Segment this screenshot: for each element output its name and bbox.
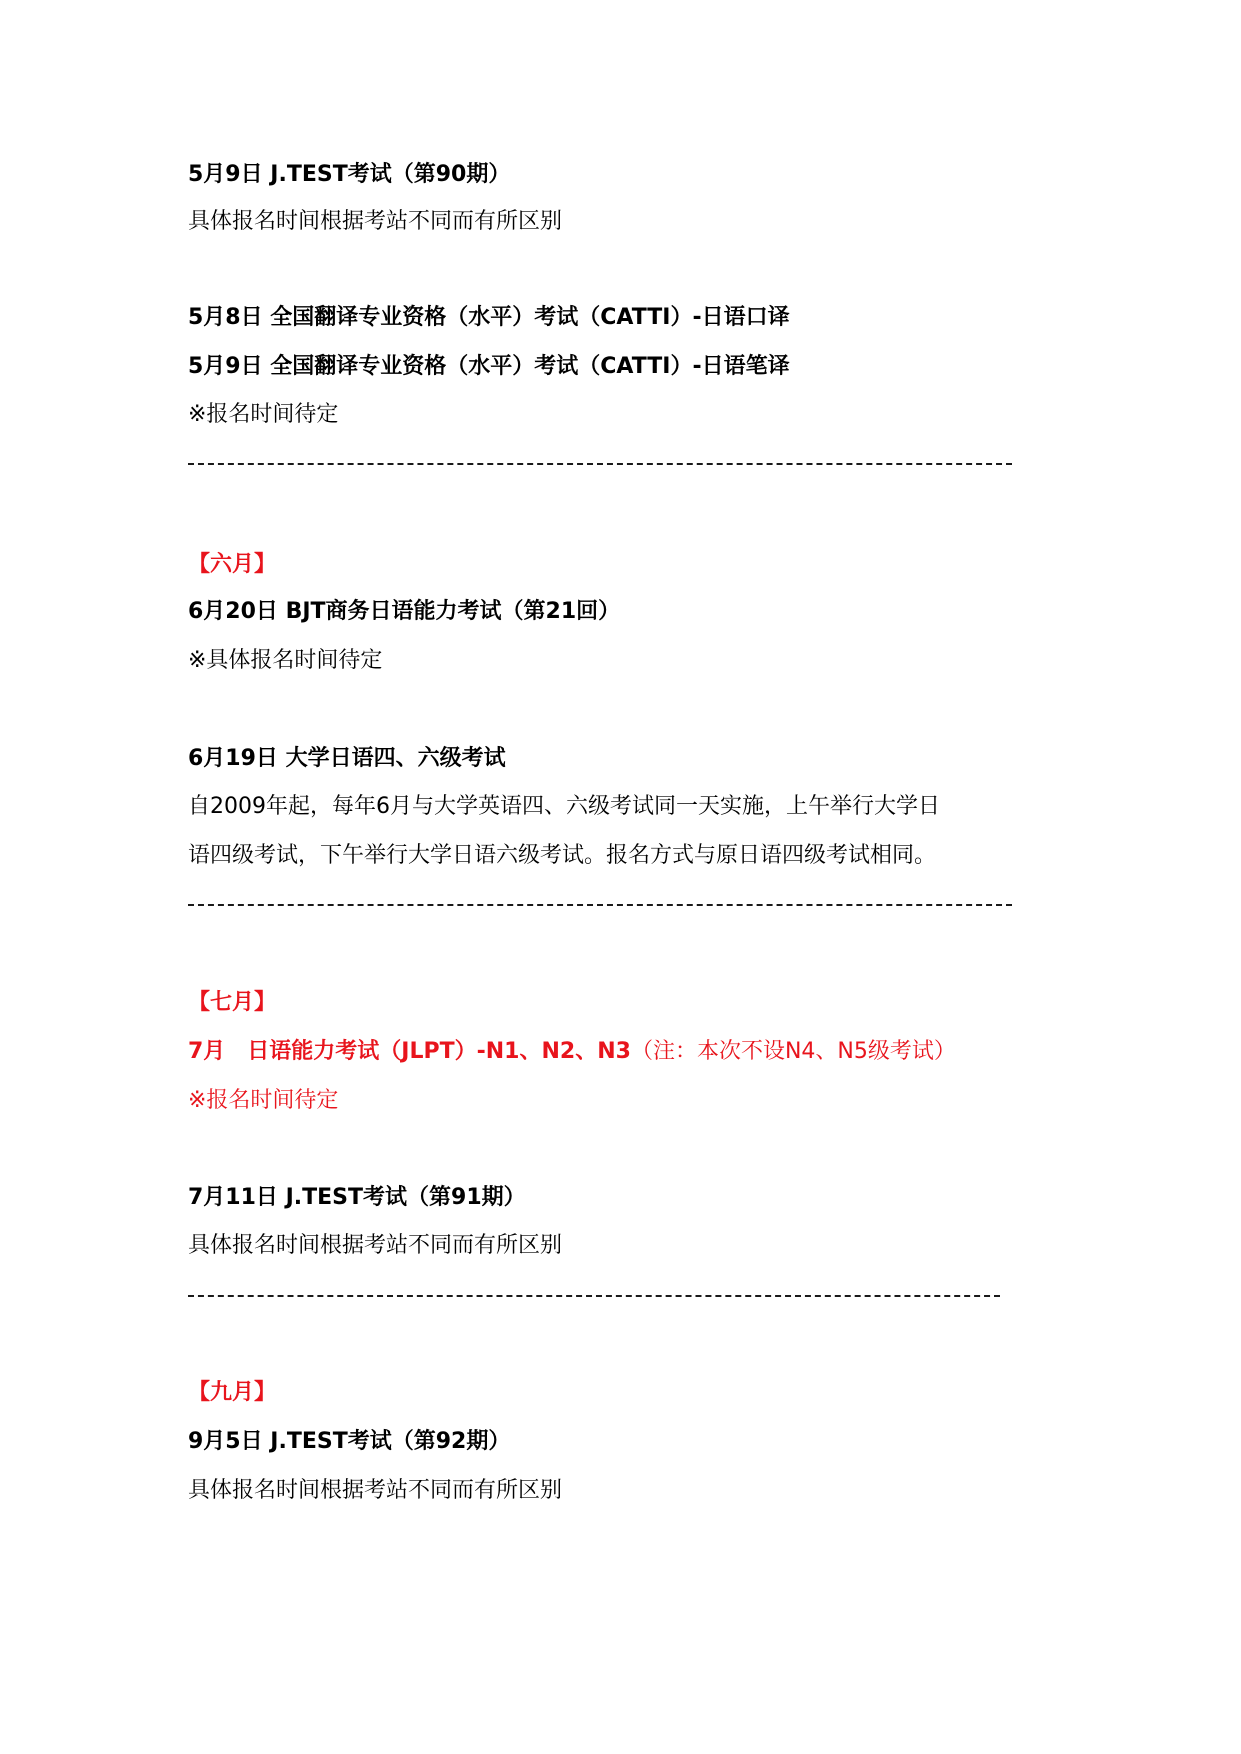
july-heading: 【七月】 (188, 990, 277, 1015)
jlpt-note: ※报名时间待定 (188, 1088, 339, 1113)
jtest-91-title: 7月11日 J.TEST考试（第91期） (188, 1185, 526, 1210)
jtest-91-note: 具体报名时间根据考站不同而有所区别 (188, 1233, 563, 1258)
jlpt-title-note: （注：本次不设N4、N5级考试） (630, 1039, 956, 1064)
cet-japanese-title: 6月19日 大学日语四、六级考试 (188, 746, 506, 771)
cet-japanese-desc-line1: 自2009年起，每年6月与大学英语四、六级考试同一天实施，上午举行大学日 (188, 794, 940, 819)
bjt-title: 6月20日 BJT商务日语能力考试（第21回） (188, 599, 621, 624)
jlpt-title-main: 7月 日语能力考试（JLPT）-N1、N2、N3 (188, 1039, 631, 1064)
cet-japanese-desc-line2: 语四级考试，下午举行大学日语六级考试。报名方式与原日语四级考试相同。 (188, 843, 937, 868)
june-heading: 【六月】 (188, 552, 277, 577)
section-divider-may (188, 463, 1012, 465)
jtest-90-title: 5月9日 J.TEST考试（第90期） (188, 162, 511, 187)
september-heading: 【九月】 (188, 1380, 277, 1405)
catti-written-title: 5月9日 全国翻译专业资格（水平）考试（CATTI）-日语笔译 (188, 354, 790, 379)
jlpt-title (188, 1037, 956, 1067)
section-divider-july (188, 1295, 1000, 1297)
jtest-90-note: 具体报名时间根据考站不同而有所区别 (188, 209, 563, 234)
catti-oral-title: 5月8日 全国翻译专业资格（水平）考试（CATTI）-日语口译 (188, 305, 790, 330)
bjt-note: ※具体报名时间待定 (188, 648, 383, 673)
jtest-92-note: 具体报名时间根据考站不同而有所区别 (188, 1478, 563, 1503)
catti-note: ※报名时间待定 (188, 402, 339, 427)
jtest-92-title: 9月5日 J.TEST考试（第92期） (188, 1429, 511, 1454)
section-divider-june (188, 904, 1012, 906)
